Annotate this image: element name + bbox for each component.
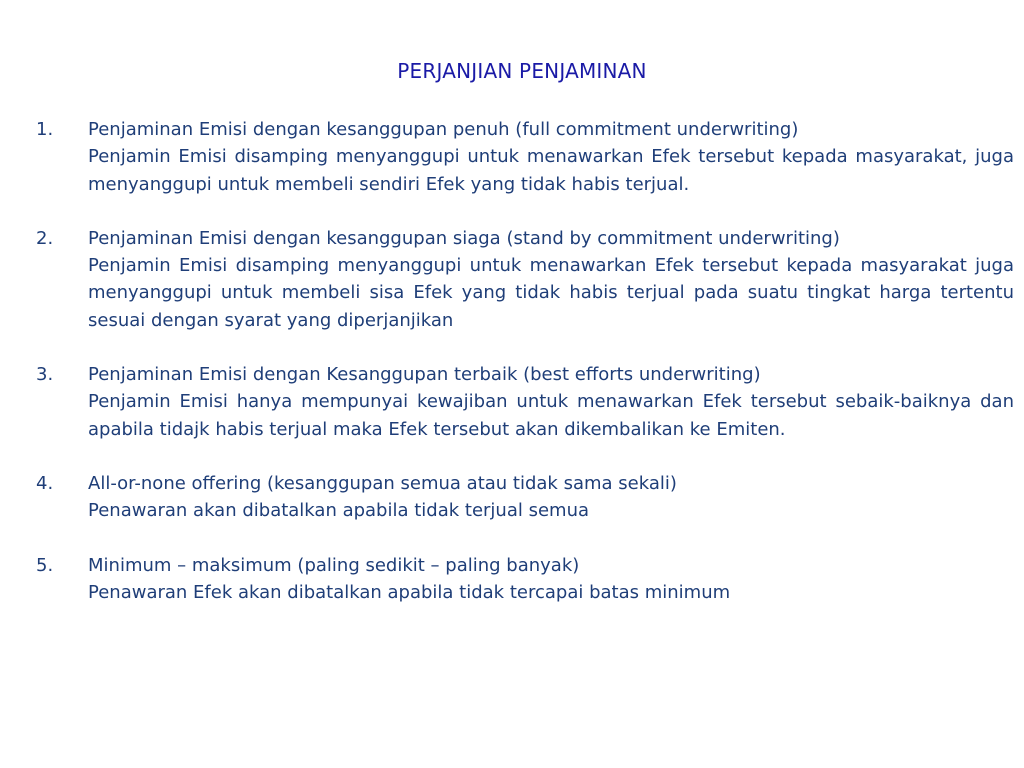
item-number: 3. <box>36 364 54 386</box>
item-description: Penjamin Emisi disamping menyanggupi untuk menawarkan Efek tersebut kepada masyarakat, juga menyanggupi untuk membeli sendiri Efek yang tidak habis terjual. <box>88 146 1014 195</box>
item-description: Penawaran akan dibatalkan apabila tidak terjual semua <box>88 500 590 522</box>
item-description: Penjamin Emisi hanya mempunyai kewajiban untuk menawarkan Efek tersebut sebaik-baiknya dan apabila tidajk habis terjual maka Efek tersebut akan dikembalikan ke Emiten. <box>88 391 1014 440</box>
item-number: 4. <box>36 472 54 494</box>
list-item <box>36 225 1014 334</box>
slide-title: PERJANJIAN PENJAMINAN <box>397 59 647 83</box>
item-heading: Penjaminan Emisi dengan kesanggupan siaga (stand by commitment underwriting) <box>88 227 840 249</box>
underwriting-list <box>36 116 1014 633</box>
item-heading: Penjaminan Emisi dengan kesanggupan penuh (full commitment underwriting) <box>88 119 799 140</box>
item-heading: Minimum – maksimum (paling sedikit – paling banyak) <box>88 554 580 576</box>
item-number: 5. <box>36 554 54 576</box>
list-item <box>36 552 1014 607</box>
list-item <box>36 470 1014 525</box>
item-number: 1. <box>36 119 54 140</box>
item-description: Penawaran Efek akan dibatalkan apabila tidak tercapai batas minimum <box>88 581 731 603</box>
item-number: 2. <box>36 227 54 249</box>
item-heading: All-or-none offering (kesanggupan semua atau tidak sama sekali) <box>88 472 677 494</box>
list-item <box>36 361 1014 443</box>
item-heading: Penjaminan Emisi dengan Kesanggupan terbaik (best efforts underwriting) <box>88 364 761 386</box>
item-description: Penjamin Emisi disamping menyanggupi untuk menawarkan Efek tersebut kepada masyarakat juga menyanggupi untuk membeli sisa Efek yang tidak habis terjual pada suatu tingkat harga tertentu sesuai dengan syarat yang diperjanjikan <box>88 255 1014 331</box>
list-item <box>36 116 1014 198</box>
